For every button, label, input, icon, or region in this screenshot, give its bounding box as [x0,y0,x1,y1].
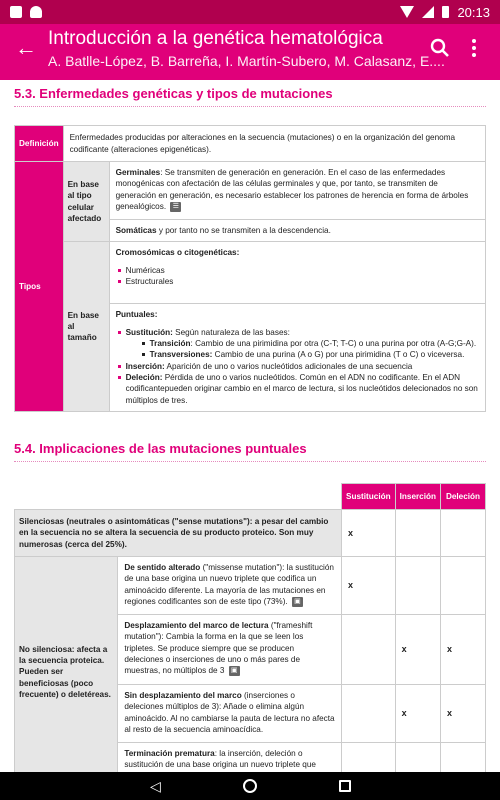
more-options-icon[interactable] [462,36,486,60]
nav-back-icon[interactable]: ◁ [150,778,161,794]
search-icon[interactable] [428,36,452,60]
image-icon[interactable]: ▣ [229,666,240,676]
sentido-alterado-cell: De sentido alterado ("missense mutation"): la sustitución de una base origina un nuevo triplete que codifica un aminoácido diferente. La mayoría de las mutaciones en regiones codificantes son de este tipo (73%). ▣ [118,556,342,614]
mark-x: x [342,556,396,614]
tipo-celular-label: En base al tipo celular afectado [63,162,109,242]
navigation-bar [0,772,500,800]
col-header: Sustitución [342,484,396,510]
list-item: Deleción: Pérdida de uno o varios nucleótidos. Común en el ADN no codificante. En el ADN codificantepueden originar cambio en el marco de lectura, si los nucleótidos delecionados no son múltiplos de tres. [116,372,479,406]
notification-icon [10,6,22,18]
list-item: Transversiones: Cambio de una purina (A o G) por una pirimidina (T o C) o viceversa. [140,349,479,360]
somaticas-cell: Somáticas y por tanto no se transmiten a la descendencia. [109,220,485,242]
section-heading-5-3: 5.3. Enfermedades genéticas y tipos de mutaciones [14,86,333,101]
mark-x: x [441,684,486,742]
battery-icon [442,6,449,18]
list-item: Estructurales [116,276,479,287]
nav-recents-icon[interactable] [339,780,351,792]
tipos-label: Tipos [15,162,64,412]
empty-cell [395,510,440,557]
mark-x: x [395,684,440,742]
wifi-icon [400,6,414,18]
status-time: 20:13 [457,4,490,20]
app-bar [0,24,500,80]
cromosomicas-block: Cromosómicas o citogenéticas: Numéricas Estructurales [110,242,485,304]
empty-cell [395,556,440,614]
list-item: Inserción: Aparición de uno o varios nucleótidos adicionales de una secuencia [116,361,479,372]
empty-cell [342,614,396,684]
back-arrow-icon[interactable]: ← [15,35,37,60]
silenciosas-label: Silenciosas (neutrales o asintomáticas ("sense mutations"): a pesar del cambio en la secuencia no se altera la secuencia de su producto proteico. Son muy numerosas (cerca del 25%). [15,510,342,557]
tamano-label: En base al tamaño [63,242,109,412]
image-icon[interactable]: ▣ [292,597,303,607]
list-item: Sustitución: Según naturaleza de las bases: Transición: Cambio de una pirimidina por otra (C-T; T-C) o una purina por otra (A-G;G-A). Transversiones: Cambio de una purina (A o G) por una pirimidina (T o C) o viceversa. [116,327,479,361]
section-heading-5-4: 5.4. Implicaciones de las mutaciones puntuales [14,441,307,456]
terminacion-cell: Terminación prematura: la inserción, deleción o sustitución de una base origina un nuevo triplete que [118,742,342,787]
divider [14,461,486,462]
col-header: Deleción [441,484,486,510]
page-title: Introducción a la genética hematológica [48,28,383,49]
nav-home-icon[interactable] [243,779,257,793]
tamano-cell [109,242,485,412]
frameshift-cell: Desplazamiento del marco de lectura ("frameshift mutation"): Cambia la forma en la que se leen los tripletes. Se produce siempre que se producen deleciones o inserciones de uno o más pares de muestras, no múltiplos de 3 ▣ [118,614,342,684]
mark-x: x [441,614,486,684]
list-item: Numéricas [116,265,479,276]
col-header: Inserción [395,484,440,510]
puntuales-block: Puntuales: Sustitución: Según naturaleza de las bases: Transición: Cambio de una pirimidina por otra (C-T; T-C) o una purina por otra (A-G;G-A). Transversiones: Cambio de una purina (A o G) por una pirimidina (T o C) o viceversa. Inserción: Aparición de uno o varios nucleótidos adicionales de una secuencia Deleción: Pérdida de uno o varios nucleótidos. Común en el ADN no codificante. En el ADN codificantepueden originar cambio en el marco de lectura, si los nucleótidos delecionados no son múltiplos de tres. [115,310,478,405]
signal-icon [422,6,434,18]
germinales-cell: Germinales: Se transmiten de generación en generación. En el caso de las enfermedades monogénicas con afectación de las células germinales y que, por tanto, se transmiten de generación en generación, es necesario establecer los patrones de herencia en forma de árboles genealógicos. ☰ [109,162,485,220]
mutations-types-table [14,125,486,412]
mark-x: x [342,510,396,557]
page-subtitle: A. Batlle-López, B. Barreña, I. Martín-Subero, M. Calasanz, E.... [48,53,445,69]
android-icon [30,6,42,18]
no-silenciosa-label: No silenciosa: afecta a la secuencia proteica. Pueden ser beneficiosas (poco frecuente) o deletéreas. [15,556,118,787]
empty-cell [342,684,396,742]
empty-header [15,484,342,510]
divider [14,106,486,107]
implications-table [14,483,486,788]
mark-x: x [395,614,440,684]
note-icon[interactable]: ☰ [170,202,181,212]
empty-cell [441,556,486,614]
list-item: Transición: Cambio de una pirimidina por otra (C-T; T-C) o una purina por otra (A-G;G-A). [140,338,479,349]
definicion-label: Definición [15,126,64,162]
content-area[interactable] [0,80,500,772]
sin-desplazamiento-cell: Sin desplazamiento del marco (inserciones o deleciones múltiplos de 3): Añade o elimina algún aminoácido. Al no cambiarse la pauta de lectura no afecta al resto de la secuencia aminoacídica. [118,684,342,742]
status-bar [0,0,500,24]
definicion-text: Enfermedades producidas por alteraciones en la secuencia (mutaciones) o en la organización del genoma codificante (alteraciones epigenéticas). [63,126,485,162]
empty-cell [441,510,486,557]
